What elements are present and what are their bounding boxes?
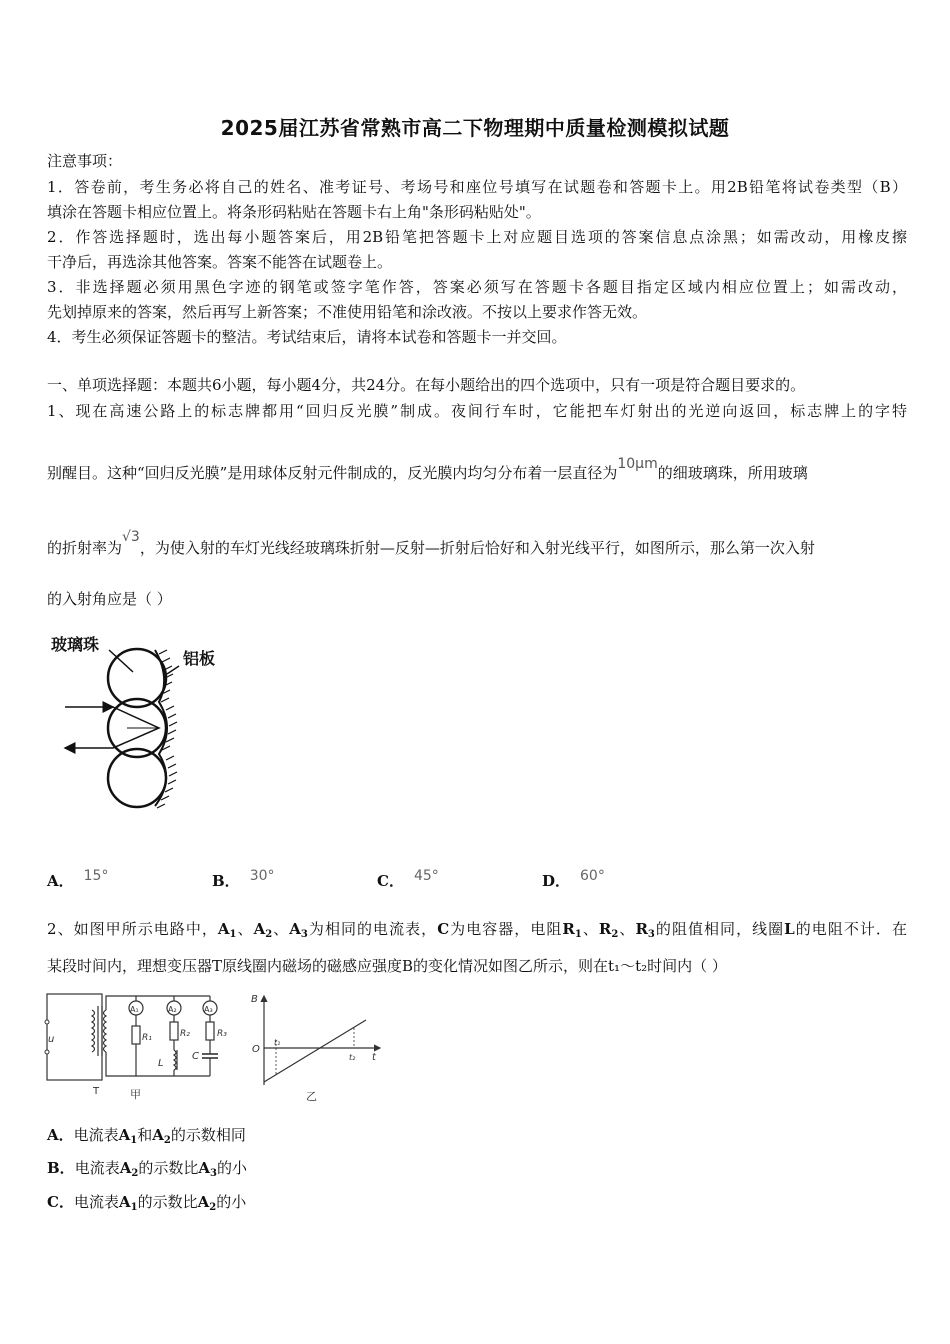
q2-opt-sym: A	[152, 1126, 164, 1144]
q2-sym-a3: A	[289, 920, 301, 938]
q2-sub: 2	[265, 929, 273, 940]
label-a1: A₁	[130, 1005, 139, 1014]
label-aluminum-plate: 铝板	[183, 649, 216, 668]
q2-sym-a2: A	[253, 920, 266, 938]
q1-option-b-value: 30°	[249, 868, 275, 884]
q2-opt-text: 的示数比	[137, 1193, 198, 1211]
q2-sub: 1	[229, 929, 237, 940]
q2-opt-sym: A	[118, 1193, 131, 1211]
label-t-axis: t	[372, 1052, 376, 1063]
page-title: 2025届江苏省常熟市高二下物理期中质量检测模拟试题	[220, 116, 730, 140]
inductor-l	[174, 1050, 176, 1070]
resistor-r1	[132, 1026, 140, 1044]
primary-loop	[47, 994, 102, 1080]
q1-option-a-label: A．	[47, 872, 74, 890]
q2-opt-text: 电流表	[73, 1126, 119, 1144]
label-yi: 乙	[306, 1090, 317, 1103]
label-r3: R₃	[217, 1029, 227, 1039]
label-u: u	[48, 1034, 55, 1045]
q2-option-c[interactable]	[47, 1191, 907, 1219]
q1-option-a[interactable]	[47, 870, 108, 891]
primary-coil	[92, 1010, 95, 1052]
q1-figure-glass-beads	[47, 628, 237, 840]
q2-text: 的阻值相同，线圈	[654, 920, 785, 938]
resistor-r2	[170, 1022, 178, 1040]
secondary-coil	[104, 1010, 107, 1052]
q1-formula-index: √3	[122, 529, 140, 545]
q1-line-3a: 的折射率为	[47, 539, 123, 557]
q1-line-2b: 的细玻璃珠，所用玻璃	[657, 464, 808, 482]
q2-opt-text: 的示数比	[138, 1159, 199, 1177]
q2-opt-sym: A	[118, 1126, 131, 1144]
section-heading: 一、单项选择题：本题共6小题，每小题4分，共24分。在每小题给出的四个选项中，只有一项是符合题目要求的。	[47, 376, 806, 394]
notice-line-4: 干净后，再选涂其他答案。答案不能答在试题卷上。	[47, 253, 393, 271]
q2-text: 、	[272, 920, 290, 938]
label-a3: A₃	[204, 1005, 213, 1014]
q1-line-3	[47, 529, 907, 560]
q2-sym-l: L	[784, 920, 795, 938]
q1-line-4: 的入射角应是（ ）	[47, 590, 172, 608]
label-r1: R₁	[142, 1033, 152, 1043]
q2-option-a-label: A．	[47, 1126, 74, 1144]
q2-sym-r2: R	[598, 920, 612, 938]
q1-option-b[interactable]	[212, 870, 275, 891]
q2-line-1	[47, 918, 907, 946]
q2-text: 、	[236, 920, 254, 938]
q1-line-2	[47, 456, 907, 485]
q2-figure-graph	[248, 990, 388, 1105]
q1-line-3b: ，为使入射的车灯光线经玻璃珠折射—反射—折射后恰好和入射光线平行，如图所示，那么第一次入射	[139, 539, 815, 557]
q2-sub: 3	[300, 929, 308, 940]
label-t: T	[93, 1086, 100, 1097]
q1-line-1: 1、现在高速公路上的标志牌都用“回归反光膜”制成。夜间行车时，它能把车灯射出的光逆向返回，标志牌上的字特	[47, 402, 907, 420]
q2-line-2: 某段时间内，理想变压器T原线圈内磁场的磁感应强度B的变化情况如图乙所示，则在t₁～t₂时间内（ ）	[47, 957, 727, 975]
q2-text: 的电阻不计．在	[794, 920, 907, 938]
q2-opt-text: 的示数相同	[170, 1126, 246, 1144]
q1-option-c-value: 45°	[413, 868, 439, 884]
label-r2: R₂	[180, 1029, 190, 1039]
q1-option-b-label: B．	[212, 872, 240, 890]
notice-heading: 注意事项：	[47, 152, 123, 170]
q2-opt-text: 和	[137, 1126, 153, 1144]
q2-text: 为相同的电流表，	[307, 920, 438, 938]
label-t1: t₁	[274, 1038, 281, 1047]
q2-figure-circuit	[44, 990, 244, 1102]
q1-line-2a: 别醒目。这种“回归反光膜”是用球体反射元件制成的，反光膜内均匀分布着一层直径为	[47, 464, 618, 482]
notice-line-6: 先划掉原来的答案，然后再写上新答案；不准使用铅笔和涂改液。不按以上要求作答无效。	[47, 303, 648, 321]
notice-line-5: 3．非选择题必须用黑色字迹的钢笔或签字笔作答，答案必须写在答题卡各题目指定区域内相应位置上；如需改动，	[47, 278, 907, 296]
notice-line-2: 填涂在答题卡相应位置上。将条形码粘贴在答题卡右上角"条形码粘贴处"。	[47, 203, 541, 221]
q2-sub: 3	[647, 929, 655, 940]
q2-opt-sym: A	[198, 1159, 210, 1177]
q2-text: 、	[618, 920, 636, 938]
notice-line-7: 4．考生必须保证答题卡的整洁。考试结束后，请将本试卷和答题卡一并交回。	[47, 328, 567, 346]
q2-option-c-label: C．	[47, 1193, 74, 1211]
q2-sub: 2	[611, 929, 619, 940]
q2-sym-r1: R	[562, 920, 575, 938]
q1-option-c[interactable]	[377, 870, 439, 891]
q2-opt-text: 电流表	[73, 1193, 119, 1211]
q2-opt-sym: A	[119, 1159, 132, 1177]
label-jia: 甲	[130, 1088, 141, 1101]
q1-option-a-value: 15°	[83, 868, 109, 884]
q2-opt-sym: A	[197, 1193, 210, 1211]
q1-option-c-label: C．	[377, 872, 404, 890]
label-l: L	[158, 1058, 164, 1069]
q2-opt-sub: 1	[130, 1135, 138, 1146]
label-c: C	[192, 1051, 199, 1062]
q2-option-a[interactable]	[47, 1124, 907, 1152]
q2-opt-text: 的小	[216, 1193, 247, 1211]
resistor-r3	[206, 1022, 214, 1040]
q2-opt-sub: 2	[163, 1135, 171, 1146]
label-t2: t₂	[349, 1053, 356, 1062]
q2-sub: 1	[574, 929, 582, 940]
label-a2: A₂	[168, 1005, 177, 1014]
q2-text: 、	[581, 920, 599, 938]
q2-sym-c: C	[437, 920, 450, 938]
q2-sym-a1: A	[217, 920, 230, 938]
q2-sym-r3: R	[635, 920, 648, 938]
q2-opt-sub: 1	[130, 1202, 138, 1213]
q2-opt-sub: 3	[209, 1168, 217, 1179]
label-glass-bead: 玻璃珠	[51, 635, 100, 654]
q2-opt-text: 电流表	[74, 1159, 120, 1177]
label-b: B	[251, 994, 258, 1005]
q1-option-d-label: D．	[542, 872, 571, 890]
q2-opt-sub: 2	[131, 1168, 139, 1179]
label-o: O	[252, 1044, 260, 1055]
q1-formula-diameter: 10μm	[617, 456, 658, 472]
q2-option-b-label: B．	[47, 1159, 75, 1177]
q2-opt-sub: 2	[209, 1202, 217, 1213]
q1-option-d-value: 60°	[580, 868, 605, 884]
b-line	[264, 1020, 366, 1082]
q2-option-b[interactable]	[47, 1157, 907, 1185]
q1-option-d[interactable]	[542, 870, 605, 891]
q2-text: 为电容器，电阻	[449, 920, 563, 938]
q2-text: 2、如图甲所示电路中，	[47, 920, 218, 938]
notice-line-1: 1．答卷前，考生务必将自己的姓名、准考证号、考场号和座位号填写在试题卷和答题卡上。用2B铅笔将试卷类型（B）	[47, 178, 907, 196]
notice-line-3: 2．作答选择题时，选出每小题答案后，用2B铅笔把答题卡上对应题目选项的答案信息点涂黑；如需改动，用橡皮擦	[47, 228, 907, 246]
q2-opt-text: 的小	[216, 1159, 247, 1177]
